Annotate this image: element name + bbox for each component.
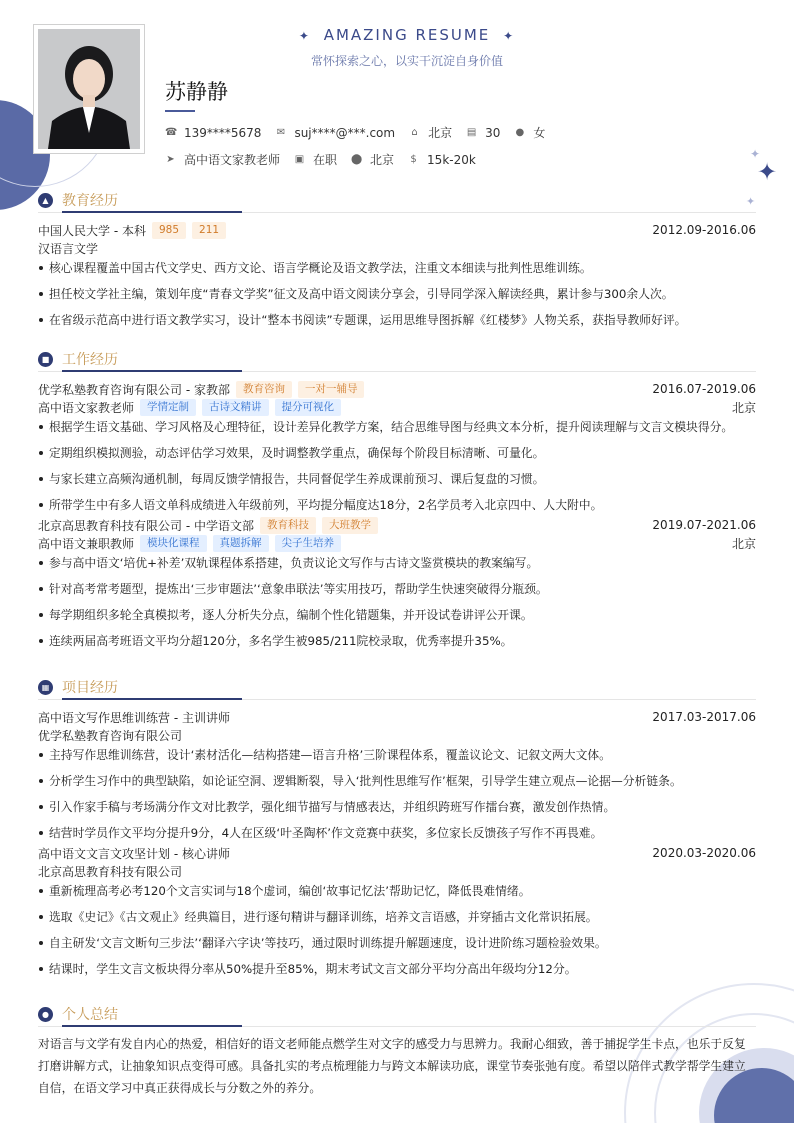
project-name: 高中语文文言文攻坚计划 - 核心讲师 bbox=[38, 846, 230, 861]
project-entry-header bbox=[38, 844, 756, 862]
education-heading: ▲ 教育经历 bbox=[38, 189, 756, 211]
status-info: ▣ 在职 bbox=[294, 153, 338, 167]
company-name: 北京高思教育科技有限公司 - 中学语文部 bbox=[38, 518, 254, 533]
project-date: 2017.03-2017.06 bbox=[652, 710, 756, 724]
candidate-name: 苏静静 bbox=[165, 80, 228, 104]
work-entry bbox=[38, 380, 756, 516]
company-tag: 教育咨询 bbox=[236, 381, 292, 398]
target-city-info: ⬤ 北京 bbox=[351, 153, 395, 167]
list-item: 与家长建立高频沟通机制，每周反馈学情报告，共同督促学生养成课前预习、课后复盘的习惯。 bbox=[38, 470, 756, 496]
role-tag: 学情定制 bbox=[140, 399, 196, 416]
resume-title: ✦ AMAZING RESUME ✦ bbox=[298, 26, 516, 44]
summary-section bbox=[38, 1003, 756, 1099]
school-tag: 211 bbox=[192, 222, 226, 239]
project-bullets bbox=[38, 882, 756, 986]
list-item: 主持写作思维训练营，设计‘素材活化—结构搭建—语言升格’三阶课程体系，覆盖议论文、记叙文两大文体。 bbox=[38, 746, 756, 772]
age-info: ▤ 30 bbox=[466, 125, 501, 140]
major: 汉语言文学 bbox=[38, 241, 99, 256]
work-date: 2019.07-2021.06 bbox=[652, 518, 756, 532]
briefcase-icon: ■ bbox=[38, 352, 53, 367]
list-item: 选取《史记》《古文观止》经典篇目，进行逐句精讲与翻译训练，培养文言语感，并穿插古文化常识拓展。 bbox=[38, 908, 756, 934]
role-tag: 尖子生培养 bbox=[275, 535, 342, 552]
list-item: 所带学生中有多人语文单科成绩进入年级前列，平均提分幅度达18分，2名学员考入北京四中、人大附中。 bbox=[38, 496, 756, 516]
projects-heading: ▦ 项目经历 bbox=[38, 676, 756, 698]
work-city: 北京 bbox=[731, 536, 756, 551]
briefcase-icon: ▣ bbox=[294, 154, 305, 165]
project-date: 2020.03-2020.06 bbox=[652, 846, 756, 860]
resume-header bbox=[0, 26, 794, 69]
job-intent-row bbox=[165, 151, 490, 168]
salary-icon: $ bbox=[410, 154, 417, 165]
education-date: 2012.09-2016.06 bbox=[652, 223, 756, 237]
graduation-cap-icon: ▲ bbox=[38, 193, 53, 208]
list-item: 在省级示范高中进行语文教学实习，设计“整本书阅读”专题课，运用思维导图拆解《红楼梦》人物关系，获指导教师好评。 bbox=[38, 311, 756, 337]
role-tag: 提分可视化 bbox=[275, 399, 342, 416]
project-org: 优学私塾教育咨询有限公司 bbox=[38, 728, 183, 743]
work-city: 北京 bbox=[731, 400, 756, 415]
work-bullets bbox=[38, 418, 756, 516]
role-name: 高中语文兼职教师 bbox=[38, 536, 135, 551]
list-item: 引入作家手稿与考场满分作文对比教学，强化细节描写与情感表达，并组织跨班写作擂台赛，激发创作热情。 bbox=[38, 798, 756, 824]
list-item: 根据学生语文基础、学习风格及心理特征，设计差异化教学方案，结合思维导图与经典文本分析，提升阅读理解与文言文模块得分。 bbox=[38, 418, 756, 444]
company-tag: 大班教学 bbox=[322, 517, 378, 534]
summary-text: 对语言与文学有发自内心的热爱，相信好的语文老师能点燃学生对文字的感受力与思辨力。我耐心细致，善于捕捉学生卡点，也乐于反复打磨讲解方式，让抽象知识点变得可感。具备扎实的考点梳理能力与跨文本解读功底，课堂节奏张弛有度。希望以陪伴式教学帮学生建立自信，在语文学习中真正获得成长与分数之外的养分。 bbox=[38, 1037, 746, 1095]
location-icon: ⬤ bbox=[351, 154, 363, 165]
education-entry-header bbox=[38, 221, 756, 239]
role-tag: 古诗文精讲 bbox=[202, 399, 269, 416]
email-info: ✉ suj****@***.com bbox=[276, 125, 396, 140]
role-row bbox=[38, 534, 756, 552]
role-name: 高中语文家教老师 bbox=[38, 400, 135, 415]
section-divider bbox=[38, 1026, 756, 1027]
work-bullets bbox=[38, 554, 756, 658]
work-section bbox=[38, 348, 756, 658]
list-item: 定期组织模拟测验，动态评估学习效果，及时调整教学重点，确保每个阶段目标清晰、可量化。 bbox=[38, 444, 756, 470]
sparkle-icon: ✦ bbox=[503, 29, 516, 43]
work-date: 2016.07-2019.06 bbox=[652, 382, 756, 396]
role-row bbox=[38, 398, 756, 416]
gender-icon: ● bbox=[515, 127, 525, 138]
project-bullets bbox=[38, 746, 756, 844]
company-tag: 一对一辅导 bbox=[298, 381, 365, 398]
education-section bbox=[38, 189, 756, 337]
list-item: 参与高中语文‘培优+补差’双轨课程体系搭建，负责议论文写作与古诗文鉴赏模块的教案编写。 bbox=[38, 554, 756, 580]
project-org-row bbox=[38, 726, 756, 744]
send-icon: ➤ bbox=[166, 154, 175, 165]
phone-info: ☎ 139****5678 bbox=[165, 125, 262, 140]
work-entry-header bbox=[38, 516, 756, 534]
list-item: 连续两届高考班语文平均分超120分，多名学生被985/211院校录取，优秀率提升35%。 bbox=[38, 632, 756, 658]
school-name: 中国人民大学 - 本科 bbox=[38, 223, 146, 238]
project-entry bbox=[38, 844, 756, 986]
company-tag: 教育科技 bbox=[260, 517, 316, 534]
gender-info: ● 女 bbox=[515, 126, 546, 140]
section-divider bbox=[38, 371, 756, 372]
name-underline bbox=[165, 110, 195, 112]
projects-section bbox=[38, 676, 756, 986]
list-item: 每学期组织多轮全真模拟考，逐人分析失分点，编制个性化错题集，并开设试卷讲评公开课。 bbox=[38, 606, 756, 632]
sparkle-icon: ✦ bbox=[750, 147, 761, 161]
list-item: 重新梳理高考必考120个文言实词与18个虚词，编创‘故事记忆法’帮助记忆，降低畏难情绪。 bbox=[38, 882, 756, 908]
work-entry bbox=[38, 516, 756, 658]
sparkle-icon: ✦ bbox=[298, 29, 311, 43]
work-heading: ■ 工作经历 bbox=[38, 348, 756, 370]
salary-info: $ 15k-20k bbox=[408, 153, 476, 167]
school-tag: 985 bbox=[152, 222, 186, 239]
education-bullets bbox=[38, 259, 756, 337]
target-position-info: ➤ 高中语文家教老师 bbox=[166, 153, 281, 167]
list-item: 自主研发‘文言文断句三步法’‘翻译六字诀’等技巧，通过限时训练提升解题速度，设计进阶练习题检验效果。 bbox=[38, 934, 756, 960]
project-org: 北京高思教育科技有限公司 bbox=[38, 864, 183, 879]
section-divider bbox=[38, 699, 756, 700]
project-entry-header bbox=[38, 708, 756, 726]
summary-heading: ● 个人总结 bbox=[38, 1003, 756, 1025]
sparkle-icon: ✦ bbox=[746, 195, 756, 208]
phone-icon: ☎ bbox=[165, 127, 178, 138]
company-name: 优学私塾教育咨询有限公司 - 家教部 bbox=[38, 382, 230, 397]
major-row bbox=[38, 239, 756, 257]
list-item: 结营时学员作文平均分提升9分，4人在区级‘叶圣陶杯’作文竞赛中获奖，多位家长反馈孩子写作不再畏难。 bbox=[38, 824, 756, 844]
section-divider bbox=[38, 212, 756, 213]
role-tag: 真题拆解 bbox=[213, 535, 269, 552]
cake-icon: ▤ bbox=[466, 127, 477, 138]
list-item: 针对高考常考题型，提炼出‘三步审题法’‘意象串联法’等实用技巧，帮助学生快速突破得分瓶颈。 bbox=[38, 580, 756, 606]
grid-icon: ▦ bbox=[38, 680, 53, 695]
list-item: 核心课程覆盖中国古代文学史、西方文论、语言学概论及语文教学法，注重文本细读与批判性思维训练。 bbox=[38, 259, 756, 285]
hometown-info: ⌂ 北京 bbox=[409, 124, 452, 141]
project-org-row bbox=[38, 862, 756, 880]
project-name: 高中语文写作思维训练营 - 主训讲师 bbox=[38, 710, 230, 725]
home-icon: ⌂ bbox=[411, 127, 418, 138]
resume-subtitle: 常怀探索之心，以实干沉淀自身价值 bbox=[310, 54, 503, 68]
list-item: 结课时，学生文言文板块得分率从50%提升至85%，期末考试文言文部分平均分高出年级均分12分。 bbox=[38, 960, 756, 986]
work-entry-header bbox=[38, 380, 756, 398]
role-tag: 模块化课程 bbox=[140, 535, 207, 552]
sparkle-icon: ✦ bbox=[757, 158, 778, 186]
mail-icon: ✉ bbox=[276, 127, 286, 138]
list-item: 担任校文学社主编，策划年度“青春文学奖”征文及高中语文阅读分享会，引导同学深入解读经典，累计参与300余人次。 bbox=[38, 285, 756, 311]
person-icon: ● bbox=[38, 1007, 53, 1022]
project-entry bbox=[38, 708, 756, 844]
list-item: 分析学生习作中的典型缺陷，如论证空洞、逻辑断裂，导入‘批判性思维写作’框架，引导学生建立观点—论据—分析链条。 bbox=[38, 772, 756, 798]
contact-row bbox=[165, 124, 559, 141]
